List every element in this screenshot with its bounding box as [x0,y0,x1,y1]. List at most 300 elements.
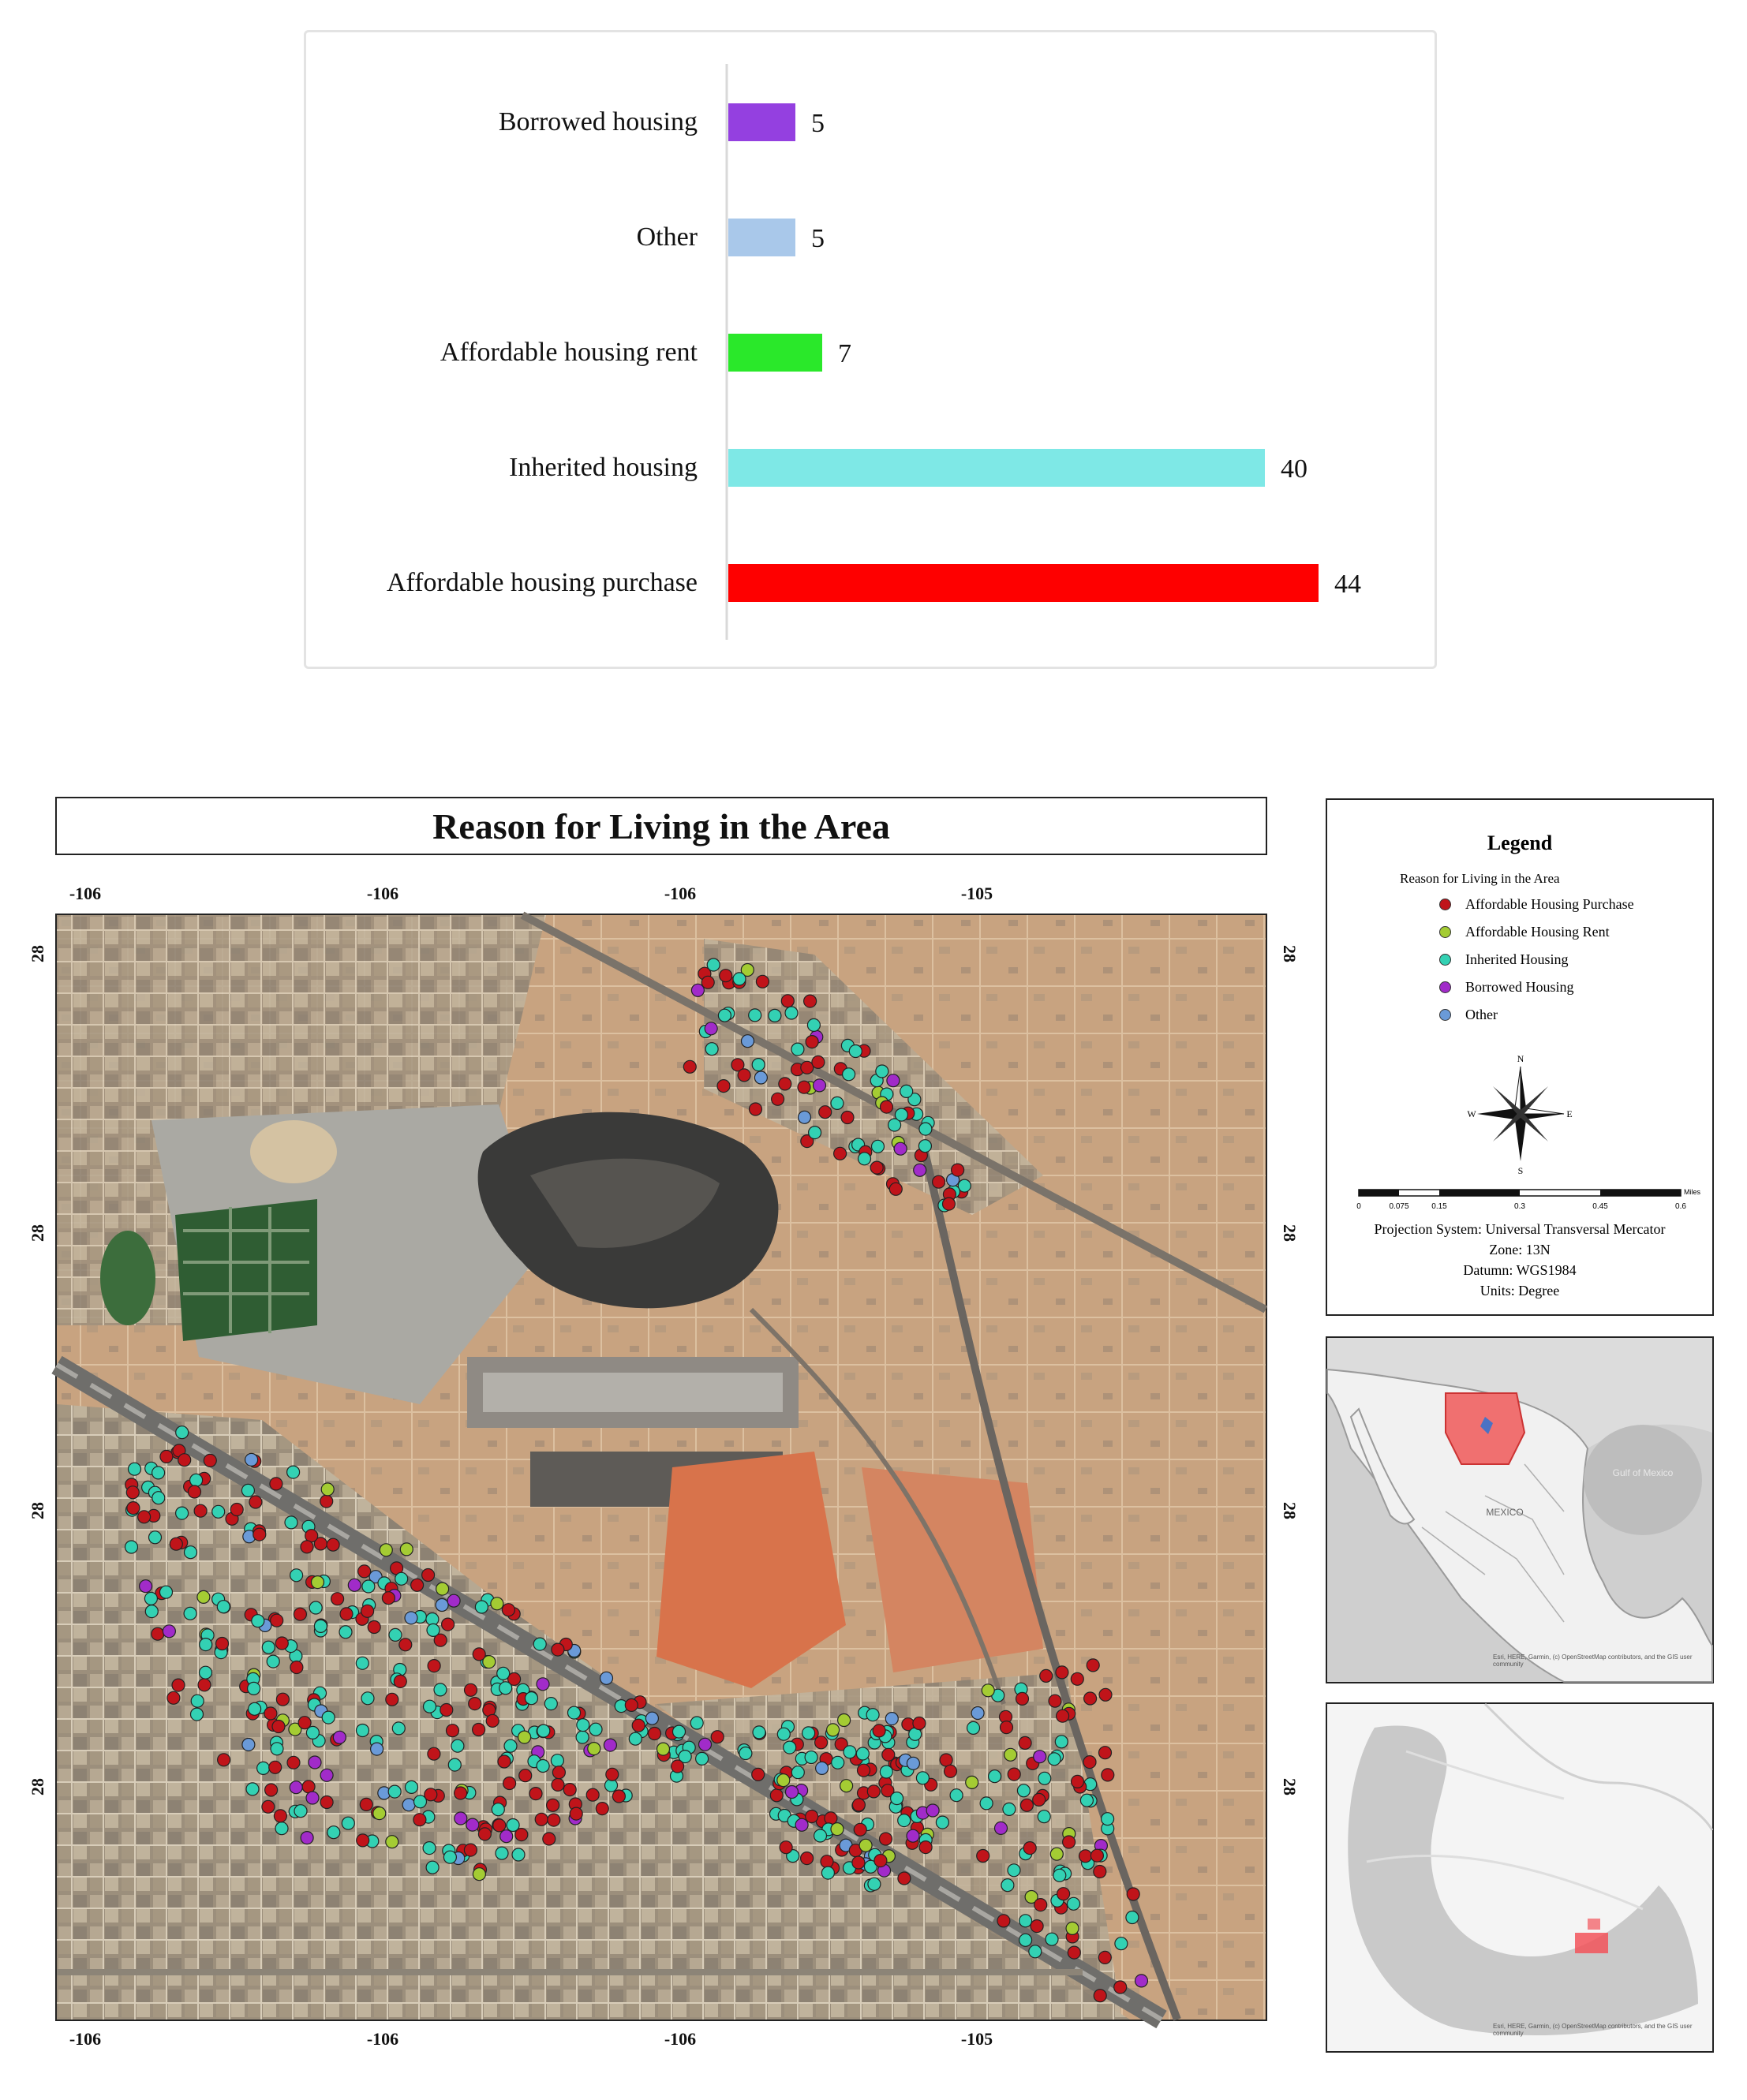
survey-point [596,1803,608,1815]
survey-point [515,1829,528,1841]
bar-chart-card [304,30,1437,669]
survey-point [125,1541,138,1553]
survey-point [895,1108,907,1121]
survey-point [777,1728,790,1740]
survey-point [358,1565,371,1578]
survey-point [779,1078,791,1090]
survey-point [537,1678,549,1691]
survey-point [852,1799,865,1811]
survey-point [874,1855,887,1867]
survey-point [966,1776,978,1788]
survey-point [301,1832,313,1844]
survey-point [1016,1692,1029,1705]
legend-title: Legend [1487,831,1553,854]
inset-map-mexico [1326,1336,1714,1683]
survey-point [178,1454,191,1467]
survey-point [629,1732,642,1745]
survey-point [1001,1721,1013,1734]
survey-point [443,1851,456,1863]
data-label: 5 [811,224,825,253]
legend-dot-borrowed-icon [1439,981,1451,993]
survey-point [717,1080,730,1093]
survey-point [424,1700,436,1713]
data-label: 7 [838,339,851,368]
survey-point [320,1495,333,1508]
legend-item-label: Other [1465,1007,1498,1022]
survey-point [801,1852,814,1865]
survey-point [995,1822,1008,1834]
survey-point [1094,1990,1106,2002]
survey-point [252,1615,264,1627]
survey-point [604,1739,616,1751]
category-label: Inherited housing [509,453,698,482]
legend-item-affordable-rent [1439,924,1610,940]
survey-point [442,1618,455,1631]
survey-point [870,1161,883,1174]
survey-point [533,1638,546,1650]
survey-point [891,1792,903,1805]
survey-point [971,1707,984,1720]
survey-point [386,1693,398,1706]
survey-point [815,1736,828,1749]
survey-point [170,1538,182,1550]
survey-point [447,1594,460,1607]
survey-point [394,1675,406,1687]
survey-point [843,1068,855,1081]
survey-point [1019,1736,1031,1749]
survey-point [447,1724,459,1737]
survey-point [242,1739,255,1751]
svg-text:0.15: 0.15 [1431,1202,1447,1211]
survey-point [402,1799,415,1811]
survey-point [799,1111,811,1123]
survey-point [469,1698,481,1710]
survey-point [873,1724,885,1737]
legend-item-label: Affordable Housing Purchase [1465,896,1634,912]
survey-point [189,1485,201,1498]
legend-item-label: Inherited Housing [1465,951,1569,967]
survey-point [368,1621,380,1634]
survey-point [701,976,714,988]
legend-panel [1326,798,1714,1316]
survey-point [880,1766,892,1778]
survey-point [982,1684,994,1697]
survey-point [185,1546,197,1559]
survey-point [241,1484,254,1497]
survey-point [197,1590,210,1603]
survey-point [1094,1866,1106,1878]
survey-point [333,1731,346,1743]
country-label: MEXICO [1486,1507,1524,1518]
survey-point [894,1142,907,1155]
survey-point [645,1712,658,1724]
survey-point [589,1723,602,1736]
survey-point [380,1544,392,1556]
survey-point [950,1789,963,1802]
survey-point [606,1768,619,1781]
survey-point [625,1698,638,1711]
survey-point [361,1692,374,1705]
survey-point [1020,1799,1033,1811]
survey-point [427,1624,440,1636]
survey-point [967,1721,980,1734]
survey-point [1071,1672,1083,1685]
survey-point [784,1741,796,1754]
survey-point [127,1502,140,1515]
survey-point [321,1483,334,1496]
survey-point [867,1785,880,1798]
bottom-tick: -106 [69,2029,102,2049]
survey-point [754,1071,767,1084]
attribution-text: Esri, HERE, Garmin, (c) OpenStreetMap contributors, and the GIS user community [1493,2023,1693,2037]
category-label: Affordable housing rent [440,338,698,367]
svg-text:0.45: 0.45 [1592,1202,1608,1211]
survey-point [290,1661,303,1674]
survey-point [414,1795,427,1808]
right-tick: 28 [1280,1502,1300,1519]
compass-w: W [1467,1108,1476,1119]
survey-point [389,1628,402,1641]
survey-point [294,1805,307,1818]
survey-point [1034,1899,1047,1911]
survey-point [216,1638,229,1650]
survey-point [1063,1836,1076,1848]
survey-point [844,1746,856,1758]
legend-item-borrowed [1439,979,1574,996]
survey-point [160,1450,173,1463]
survey-point [152,1492,165,1504]
survey-point [718,1009,731,1022]
survey-point [1087,1659,1099,1672]
survey-point [140,1580,152,1593]
survey-point [898,1814,911,1827]
survey-point [1019,1934,1032,1946]
survey-point [576,1731,589,1743]
survey-point [1029,1945,1042,1958]
survey-point [1038,1810,1050,1823]
survey-point [230,1504,243,1516]
survey-point [406,1781,418,1793]
survey-point [144,1592,157,1605]
survey-point [357,1834,369,1847]
survey-point [388,1785,401,1798]
survey-point [752,1768,765,1781]
survey-point [191,1695,204,1707]
survey-point [428,1747,440,1760]
survey-point [276,1693,289,1706]
survey-point [577,1719,589,1732]
survey-point [1066,1922,1079,1934]
survey-point [392,1722,405,1735]
survey-point [413,1814,426,1826]
survey-point [451,1739,464,1752]
survey-point [327,1538,339,1551]
survey-point [914,1164,926,1176]
survey-point [331,1593,344,1605]
survey-point [547,1799,559,1811]
survey-point [163,1625,175,1638]
survey-point [1055,1736,1068,1748]
survey-point [907,1829,919,1842]
survey-point [1099,1688,1112,1701]
survey-point [486,1714,499,1727]
survey-point [671,1760,684,1773]
survey-point [916,1772,929,1784]
data-label: 44 [1334,570,1361,599]
survey-point [649,1728,661,1740]
survey-point [612,1790,625,1803]
survey-point [149,1531,162,1544]
survey-point [309,1756,321,1769]
survey-point [945,1765,957,1777]
survey-point [194,1504,207,1517]
map-title: Reason for Living in the Area [55,797,1267,855]
survey-point [399,1639,412,1651]
survey-point [798,1081,810,1093]
survey-point [1008,1864,1020,1877]
survey-point [312,1576,324,1589]
survey-point [814,1079,826,1092]
survey-point [395,1572,408,1585]
survey-point [769,1009,781,1022]
survey-point [1004,1748,1017,1761]
survey-point [386,1836,398,1848]
survey-point [809,1127,821,1139]
legend-item-label: Borrowed Housing [1465,979,1574,995]
survey-point [253,1528,266,1541]
survey-point [1048,1753,1061,1766]
category-label: Borrowed housing [498,107,698,136]
survey-point [699,1738,712,1751]
survey-point [502,1604,514,1616]
survey-point [563,1784,576,1796]
survey-point [1034,1751,1046,1763]
bottom-tick: -106 [366,2029,399,2049]
survey-point [907,1757,919,1769]
survey-point [1068,1946,1080,1959]
survey-point [200,1666,212,1679]
survey-point [535,1813,548,1825]
svg-text:0.6: 0.6 [1675,1202,1686,1211]
survey-point [742,1035,754,1048]
survey-point [756,975,769,988]
left-tick: 28 [28,1778,47,1795]
svg-text:0.3: 0.3 [1514,1202,1525,1211]
survey-point [772,1093,784,1105]
satellite-map [55,914,1267,2021]
survey-point [885,1713,898,1725]
top-tick: -106 [69,884,102,903]
survey-point [1001,1879,1014,1892]
survey-point [1049,1695,1061,1707]
category-label: Affordable housing purchase [386,568,698,597]
survey-point [977,1850,989,1863]
bar [728,219,795,256]
survey-point [872,1140,885,1153]
survey-point [512,1848,525,1861]
survey-point [249,1702,261,1715]
survey-point [821,1866,834,1879]
survey-point [269,1761,282,1773]
top-tick: -106 [366,884,399,903]
zone-text: Zone: 13N [1489,1242,1551,1257]
bottom-tick: -106 [664,2029,697,2049]
survey-point [475,1601,488,1613]
survey-point [720,970,732,982]
survey-point [1135,1975,1148,1987]
survey-point [301,1541,313,1553]
survey-point [814,1829,827,1842]
survey-point [795,1818,808,1831]
inset-map-city [1326,1702,1714,2053]
survey-point [900,1085,913,1097]
survey-point [936,1816,948,1829]
compass-e: E [1566,1108,1573,1119]
survey-point [262,1641,275,1653]
survey-point [1046,1933,1058,1945]
survey-point [1057,1710,1069,1722]
survey-point [1023,1842,1036,1855]
survey-point [294,1608,306,1620]
survey-point [275,1637,288,1650]
survey-point [152,1627,164,1640]
legend-dot-inherited-icon [1439,954,1451,966]
survey-point [411,1579,424,1591]
survey-point [834,1147,847,1160]
survey-point [342,1817,354,1829]
right-tick: 28 [1280,945,1300,962]
bar [728,103,795,141]
survey-point [518,1731,531,1743]
right-tick: 28 [1280,1778,1300,1795]
legend-dot-rent-icon [1439,926,1451,938]
svg-text:Miles: Miles [1684,1188,1701,1196]
survey-point [265,1784,278,1796]
bar [728,334,822,372]
survey-point [1102,1813,1114,1825]
survey-point [812,1056,825,1068]
survey-point [272,1721,285,1733]
survey-point [926,1804,939,1817]
category-label: Other [636,222,698,252]
survey-point [270,1478,282,1490]
survey-point [478,1828,491,1840]
survey-point [172,1679,185,1691]
survey-point [806,1036,818,1048]
legend-subtitle: Reason for Living in the Area [1400,871,1560,886]
survey-point [868,1878,881,1890]
survey-point [160,1586,173,1598]
survey-point [500,1830,513,1843]
survey-point [852,1856,865,1869]
survey-point [436,1582,449,1595]
survey-point [218,1754,230,1766]
survey-point [428,1660,440,1672]
survey-point [854,1823,866,1836]
survey-point [552,1766,565,1779]
survey-point [423,1842,436,1855]
survey-point [360,1798,372,1810]
datum-text: Datumn: WGS1984 [1463,1262,1577,1278]
survey-point [841,1112,854,1124]
svg-text:0: 0 [1356,1202,1361,1211]
right-tick: 28 [1280,1224,1300,1242]
survey-point [248,1682,260,1695]
survey-point [287,1466,300,1478]
survey-point [348,1579,361,1591]
survey-point [807,1018,820,1031]
survey-point [362,1580,375,1593]
survey-point [600,1672,613,1684]
survey-point [129,1463,141,1475]
survey-point [887,1074,900,1087]
survey-point [455,1812,467,1825]
survey-point [777,1774,790,1787]
survey-point [400,1543,413,1556]
survey-point [373,1807,386,1820]
survey-point [1031,1920,1043,1933]
survey-point [440,1704,453,1717]
survey-point [1115,1937,1128,1950]
left-tick: 28 [28,945,47,962]
survey-point [327,1826,340,1839]
survey-point [285,1516,297,1529]
units-text: Units: Degree [1480,1283,1560,1298]
survey-point [866,1709,879,1721]
survey-point [696,1752,709,1765]
survey-point [1033,1793,1046,1806]
survey-point [831,1097,844,1109]
survey-point [1040,1669,1053,1682]
survey-point [1099,1747,1112,1759]
survey-point [552,1778,564,1791]
survey-point [537,1724,550,1737]
compass-rose-icon [1469,1051,1572,1177]
left-tick: 28 [28,1224,47,1242]
survey-point [840,1780,853,1792]
survey-point [997,1915,1010,1927]
survey-point [498,1755,511,1768]
survey-point [856,1747,869,1760]
survey-point [306,1792,319,1804]
survey-point [504,1739,517,1752]
survey-point [322,1711,335,1724]
survey-point [455,1787,467,1799]
survey-point [320,1769,333,1781]
survey-point [705,1022,717,1035]
survey-point [552,1643,564,1656]
survey-point [802,1727,815,1739]
survey-point [943,1198,956,1210]
survey-point [749,1009,761,1022]
survey-point [465,1683,477,1696]
survey-point [705,1043,718,1056]
survey-point [738,1069,750,1082]
survey-point [551,1754,563,1767]
survey-point [1003,1803,1016,1815]
survey-point [176,1426,189,1439]
survey-point [1083,1756,1096,1769]
survey-point [791,1043,804,1056]
survey-point [544,1698,557,1710]
survey-point [198,1679,211,1691]
legend-item-inherited [1439,951,1568,968]
survey-point [827,1724,840,1736]
survey-point [361,1605,374,1617]
bar-chart [306,32,1435,667]
survey-point [264,1707,277,1720]
survey-point [309,1601,322,1614]
